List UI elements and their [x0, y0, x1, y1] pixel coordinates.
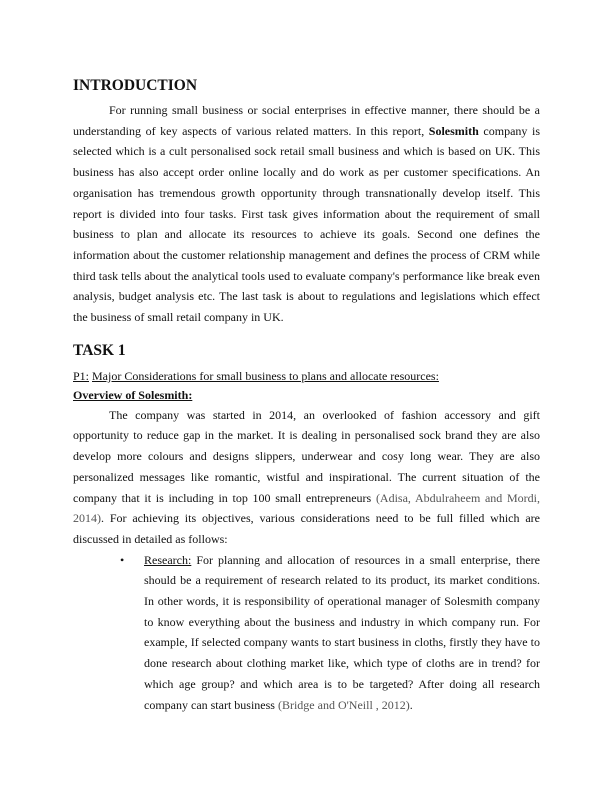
bullet-icon: • [120, 552, 125, 567]
list-item [120, 550, 540, 716]
p1-label: P1: [73, 368, 90, 383]
document-page [73, 76, 540, 715]
company-name: Solesmith [428, 123, 479, 138]
intro-text-continued: company is selected which is a cult personalised sock retail small business and which is based on UK. This business has also accept order online locally and do work as per customer specifications. An organisation has tremendous growth opportunity through transnationally develop itself. This report is divided into four tasks. First task gives information about the requirement of small business to plan and allocate its resources to achieve its goals. Second one defines the information about the customer relationship management and defines the process of CRM while third task tells about the analytical tools used to evaluate company's performance like break even analysis, budget analysis etc. The last task is about to regulations and legislations which effect the business of small retail company in UK. [73, 123, 540, 325]
introduction-paragraph [73, 100, 540, 328]
bullet-text: For planning and allocation of resources in a small enterprise, there should be a requirement of research related to its product, its market conditions. In other words, it is responsibility of operational manager of Solesmith company to know everything about the business and industry in which company run. For example, If selected company wants to start business in cloths, firstly they have to done research about clothing market like, which type of cloths are in trend? for which age group? and which area is to be targeted? After doing all research company can start business [144, 552, 540, 712]
intro-text: For running small business or social enterprises in effective manner, there should be a understanding of key aspects of various related matters. In this report, [73, 103, 540, 138]
overview-paragraph [73, 405, 540, 550]
p1-subheading [73, 367, 540, 386]
overview-text: The company was started in 2014, an overlooked of fashion accessory and gift opportunity to reduce gap in the market. It is dealing in personalised sock brand they are also develop more colours and designs slippers, underwear and cosy long wear. They are also personalized messages like romantic, wistful and inspirational. The current situation of the company that it is including in top 100 small entrepreneurs [73, 407, 540, 505]
p1-title: Major Considerations for small business to plans and allocate resources: [92, 368, 439, 383]
introduction-heading: INTRODUCTION [73, 77, 198, 94]
citation: (Adisa, Abdulraheem and Mordi, 2014) [73, 490, 540, 526]
bullet-label: Research: [144, 552, 192, 567]
overview-tail: . For achieving its objectives, various considerations need to be full filled which are discussed in detailed as follows: [73, 511, 540, 546]
citation: (Bridge and O'Neill , 2012) [277, 697, 410, 712]
task1-heading: TASK 1 [73, 341, 126, 359]
bullet-tail: . [409, 697, 413, 712]
considerations-list [73, 550, 540, 716]
overview-heading: Overview of Solesmith: [73, 387, 193, 402]
bullet-paragraph [144, 550, 540, 716]
